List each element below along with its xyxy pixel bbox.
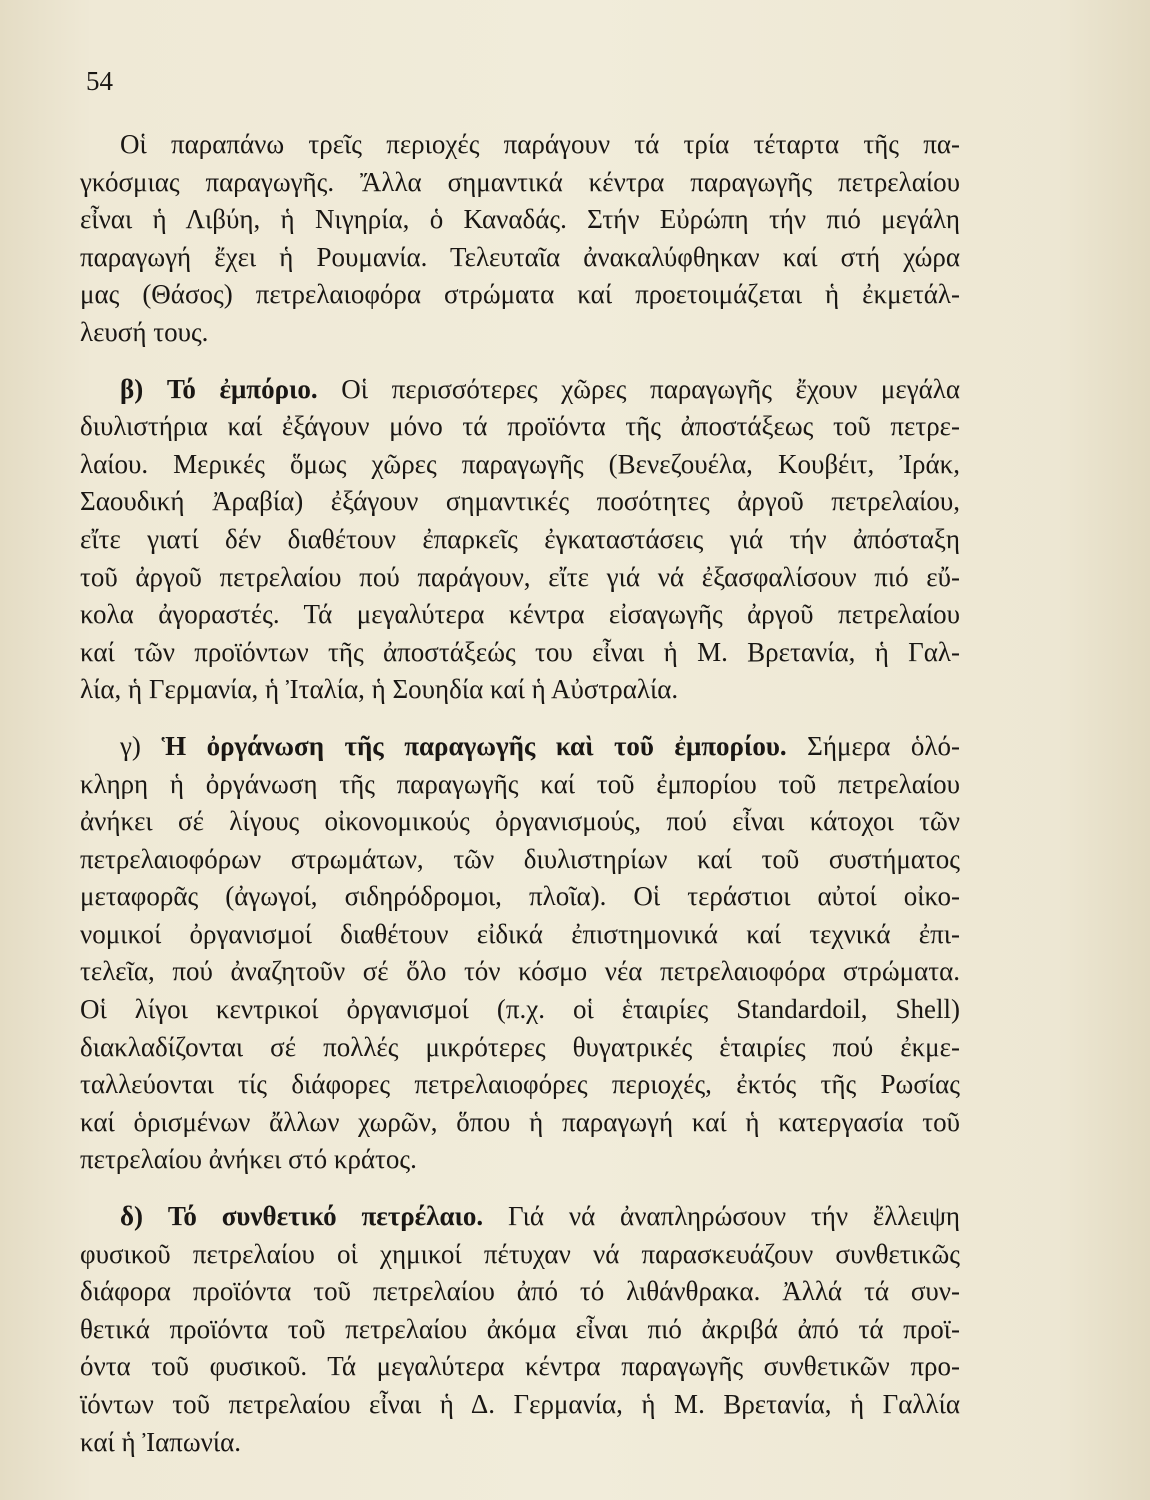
text-line: τελεῖα, πού ἀναζητοῦν σέ ὅλο τόν κόσμο νέα πετρελαιοφόρα στρώματα.: [80, 956, 960, 987]
section-letter: γ): [120, 730, 141, 761]
text-line: παραγωγή ἔχει ἡ Ρουμανία. Τελευταῖα ἀνακαλύφθηκαν καί στή χώρα: [80, 241, 960, 272]
text-line: λευσή τους.: [80, 316, 209, 347]
text-line: μας (Θάσος) πετρελαιοφόρα στρώματα καί προετοιμάζεται ἡ ἐκμετάλ-: [80, 279, 960, 310]
paragraph-synthetic-oil: [80, 1198, 960, 1461]
text-fragment: Σήμερα ὁλό-: [807, 730, 960, 761]
page-number: 54: [86, 66, 113, 96]
text-line: γκόσμιας παραγωγῆς. Ἄλλα σημαντικά κέντρα παραγωγῆς πετρελαίου: [80, 166, 960, 197]
text-fragment: Γιά νά ἀναπληρώσουν τήν ἔλλειψη: [508, 1201, 961, 1232]
text-line: καί ὁρισμένων ἄλλων χωρῶν, ὅπου ἡ παραγωγή καί ἡ κατεργασία τοῦ: [80, 1106, 960, 1137]
paragraph-organization: [80, 728, 960, 1179]
text-line: μεταφορᾶς (ἀγωγοί, σιδηρόδρομοι, πλοῖα). Οἱ τεράστιοι αὐτοί οἰκο-: [80, 881, 960, 912]
text-line: Σαουδική Ἀραβία) ἐξάγουν σημαντικές ποσότητες ἀργοῦ πετρελαίου,: [80, 486, 960, 517]
section-letter: δ): [120, 1201, 144, 1232]
text-line: Οἱ λίγοι κεντρικοί ὀργανισμοί (π.χ. οἱ ἑταιρίες Standardoil, Shell): [80, 994, 960, 1025]
text-line: [80, 1198, 960, 1236]
text-line: [80, 728, 960, 766]
text-line: εἴτε γιατί δέν διαθέτουν ἐπαρκεῖς ἐγκαταστάσεις γιά τήν ἀπόσταξη: [80, 523, 960, 554]
text-line: [80, 371, 960, 409]
text-line: πετρελαιοφόρων στρωμάτων, τῶν διυλιστηρίων καί τοῦ συστήματος: [80, 843, 960, 874]
text-line: Οἱ παραπάνω τρεῖς περιοχές παράγουν τά τρία τέταρτα τῆς πα-: [120, 129, 960, 159]
text-line: κολα ἀγοραστές. Τά μεγαλύτερα κέντρα εἰσαγωγῆς ἀργοῦ πετρελαίου: [80, 599, 960, 630]
text-line: καί τῶν προϊόντων τῆς ἀποστάξεώς του εἶναι ἡ Μ. Βρετανία, ἡ Γαλ-: [80, 636, 960, 667]
body-text: [80, 126, 960, 1461]
text-line: φυσικοῦ πετρελαίου οἱ χημικοί πέτυχαν νά παρασκευάζουν συνθετικῶς: [80, 1238, 960, 1269]
section-letter: β): [120, 373, 144, 404]
text-line: νομικοί ὀργανισμοί διαθέτουν εἰδικά ἐπιστημονικά καί τεχνικά ἐπι-: [80, 918, 960, 949]
text-line: πετρελαίου ἀνήκει στό κράτος.: [80, 1144, 417, 1175]
text-line: θετικά προϊόντα τοῦ πετρελαίου ἀκόμα εἶναι πιό ἀκριβά ἀπό τά προϊ-: [80, 1313, 960, 1344]
text-line: διάφορα προϊόντα τοῦ πετρελαίου ἀπό τό λιθάνθρακα. Ἀλλά τά συν-: [80, 1276, 960, 1307]
text-line: λία, ἡ Γερμανία, ἡ Ἰταλία, ἡ Σουηδία καί ἡ Αὐστραλία.: [80, 674, 679, 705]
text-line: εἶναι ἡ Λιβύη, ἡ Νιγηρία, ὁ Καναδάς. Στήν Εὐρώπη τήν πιό μεγάλη: [80, 204, 960, 235]
section-heading: Ἡ ὀργάνωση τῆς παραγωγῆς καὶ τοῦ ἐμπορίου.: [161, 730, 787, 761]
paragraph-oil-regions: [80, 126, 960, 352]
text-line: διακλαδίζονται σέ πολλές μικρότερες θυγατρικές ἑταιρίες πού ἐκμε-: [80, 1031, 960, 1062]
text-line: όντα τοῦ φυσικοῦ. Τά μεγαλύτερα κέντρα παραγωγῆς συνθετικῶν προ-: [80, 1351, 960, 1382]
text-line: διυλιστήρια καί ἐξάγουν μόνο τά προϊόντα τῆς ἀποστάξεως τοῦ πετρε-: [80, 411, 960, 442]
text-line: λαίου. Μερικές ὅμως χῶρες παραγωγῆς (Βενεζουέλα, Κουβέιτ, Ἰράκ,: [80, 448, 960, 479]
paragraph-trade: [80, 371, 960, 709]
text-line: κληρη ἡ ὀργάνωση τῆς παραγωγῆς καί τοῦ ἐμπορίου τοῦ πετρελαίου: [80, 768, 960, 799]
section-heading: Τό ἐμπόριο.: [166, 373, 318, 404]
section-heading: Τό συνθετικό πετρέλαιο.: [167, 1201, 484, 1232]
text-fragment: Οἱ περισσότερες χῶρες παραγωγῆς ἔχουν μεγάλα: [341, 373, 961, 404]
text-line: ϊόντων τοῦ πετρελαίου εἶναι ἡ Δ. Γερμανία, ἡ Μ. Βρετανία, ἡ Γαλλία: [80, 1389, 960, 1419]
text-line: καί ἡ Ἰαπωνία.: [80, 1426, 242, 1457]
text-line: ἀνήκει σέ λίγους οἰκονομικούς ὀργανισμούς, πού εἶναι κάτοχοι τῶν: [80, 806, 960, 837]
text-line: τοῦ ἀργοῦ πετρελαίου πού παράγουν, εἴτε γιά νά ἐξασφαλίσουν πιό εὔ-: [80, 561, 960, 592]
text-line: ταλλεύονται τίς διάφορες πετρελαιοφόρες περιοχές, ἐκτός τῆς Ρωσίας: [80, 1069, 960, 1100]
